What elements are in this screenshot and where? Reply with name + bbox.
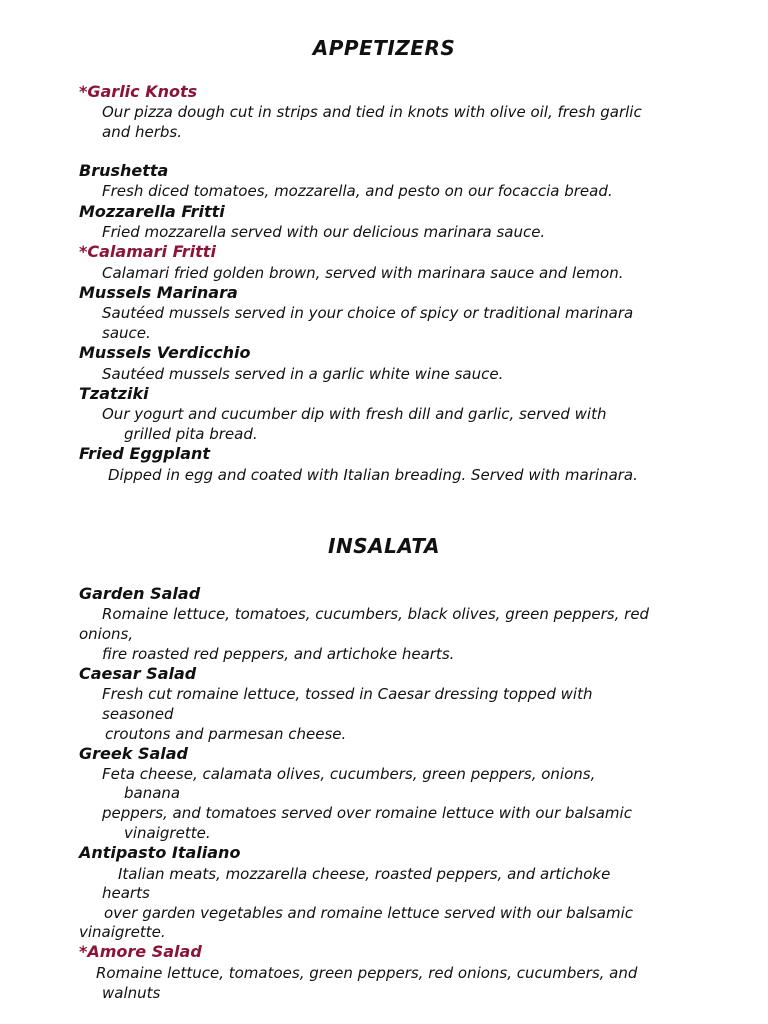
menu-item-description: vinaigrette.: [79, 923, 166, 941]
menu-item-name: Fried Eggplant: [79, 444, 211, 463]
menu-item-description: Feta cheese, calamata olives, cucumbers, green peppers, onions,: [102, 765, 596, 783]
menu-item-description: Calamari fried golden brown, served with marinara sauce and lemon.: [102, 264, 624, 282]
menu-item-description: Dipped in egg and coated with Italian breading. Served with marinara.: [108, 466, 638, 484]
menu-item-description: banana: [124, 784, 181, 802]
menu-item-name: *Amore Salad: [79, 942, 202, 961]
menu-item-description: croutons and parmesan cheese.: [105, 725, 347, 743]
menu-item-name: Garden Salad: [79, 584, 201, 603]
insalata-heading: INSALATA: [328, 534, 440, 558]
menu-item-description: Sautéed mussels served in a garlic white wine sauce.: [102, 365, 504, 383]
menu-item-name: Caesar Salad: [79, 664, 197, 683]
menu-item-name: Brushetta: [79, 161, 169, 180]
menu-item-description: onions,: [79, 625, 134, 643]
menu-item-name: Tzatziki: [79, 384, 149, 403]
menu-item-description: seasoned: [102, 705, 174, 723]
menu-item-name: Antipasto Italiano: [79, 843, 241, 862]
menu-item-description: Romaine lettuce, tomatoes, green peppers, red onions, cucumbers, and: [96, 964, 638, 982]
menu-item-name: *Garlic Knots: [79, 82, 198, 101]
menu-item-description: hearts: [102, 884, 150, 902]
menu-item-description: Fried mozzarella served with our delicious marinara sauce.: [102, 223, 546, 241]
menu-item-description: sauce.: [102, 324, 151, 342]
menu-item-name: Mussels Marinara: [79, 283, 238, 302]
menu-item-description: Romaine lettuce, tomatoes, cucumbers, black olives, green peppers, red: [102, 605, 650, 623]
menu-item-description: Sautéed mussels served in your choice of spicy or traditional marinara: [102, 304, 634, 322]
menu-item-description: Fresh cut romaine lettuce, tossed in Caesar dressing topped with: [102, 685, 593, 703]
menu-item-name: Greek Salad: [79, 744, 188, 763]
menu-item-name: *Calamari Fritti: [79, 242, 216, 261]
menu-item-description: Fresh diced tomatoes, mozzarella, and pesto on our focaccia bread.: [102, 182, 613, 200]
menu-item-description: Our pizza dough cut in strips and tied in knots with olive oil, fresh garlic: [102, 103, 642, 121]
menu-item-description: walnuts: [102, 984, 161, 1002]
menu-item-description: over garden vegetables and romaine lettuce served with our balsamic: [104, 904, 633, 922]
menu-item-description: Our yogurt and cucumber dip with fresh dill and garlic, served with: [102, 405, 607, 423]
menu-item-description: vinaigrette.: [124, 824, 211, 842]
menu-item-name: Mozzarella Fritti: [79, 202, 225, 221]
menu-item-description: grilled pita bread.: [124, 425, 258, 443]
menu-item-description: Italian meats, mozzarella cheese, roasted peppers, and artichoke: [118, 865, 611, 883]
menu-item-description: and herbs.: [102, 123, 182, 141]
menu-item-name: Mussels Verdicchio: [79, 343, 251, 362]
menu-item-description: fire roasted red peppers, and artichoke hearts.: [102, 645, 455, 663]
appetizers-heading: APPETIZERS: [312, 36, 456, 60]
menu-item-description: peppers, and tomatoes served over romaine lettuce with our balsamic: [102, 804, 632, 822]
